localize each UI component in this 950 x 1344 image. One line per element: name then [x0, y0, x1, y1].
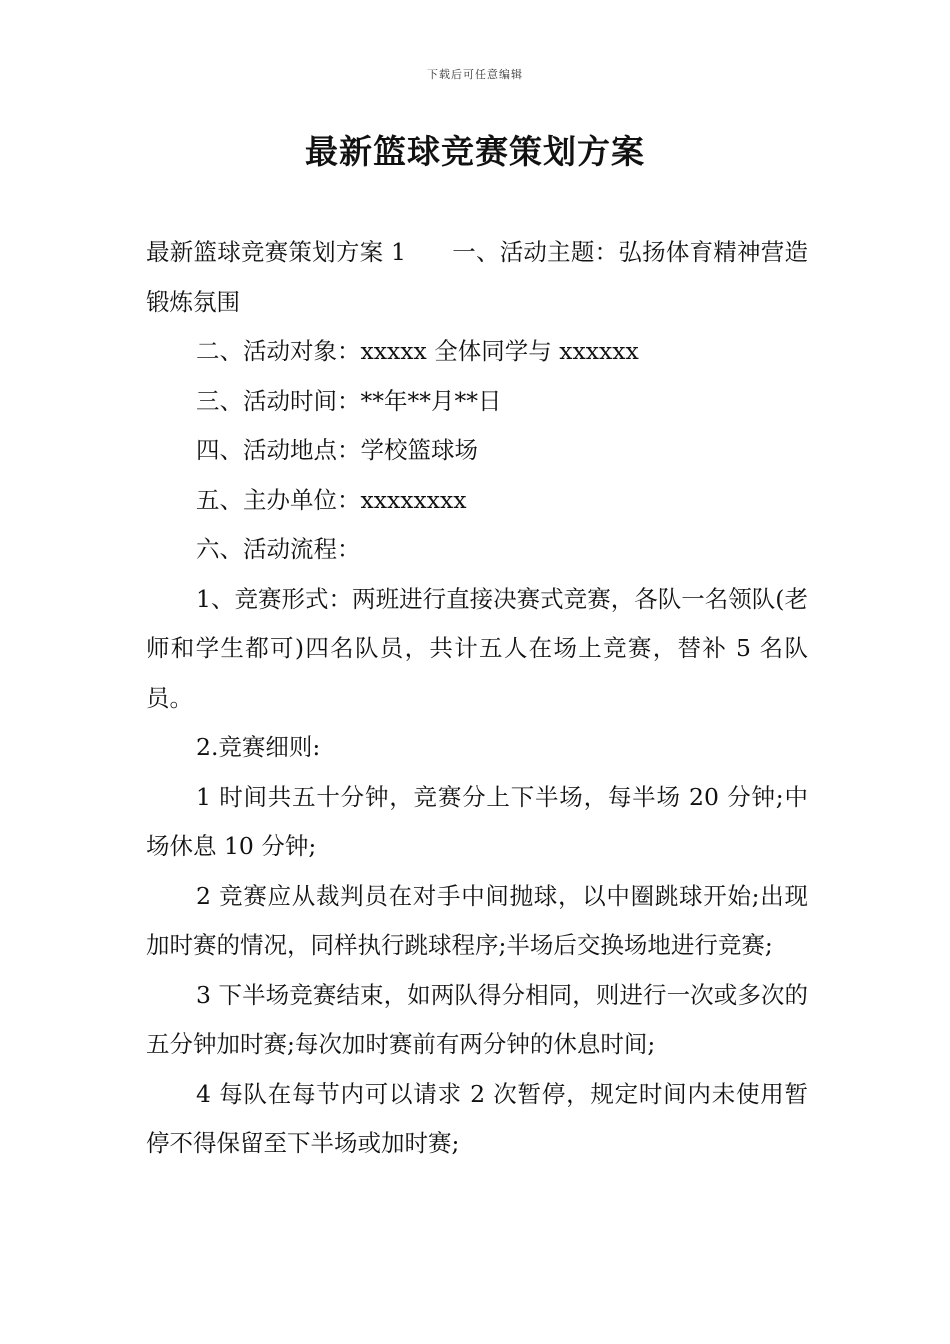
intro-text: 一、活动主题：弘扬体育精神营造锻炼氛围: [146, 238, 809, 316]
intro-paragraph: [146, 228, 808, 327]
paragraph-competition-format: 1、竞赛形式：两班进行直接决赛式竞赛，各队一名领队(老师和学生都可)四名队员，共计五人在场上竞赛，替补 5 名队员。: [146, 584, 808, 712]
document-body: [146, 228, 808, 1169]
document-title: 最新篮球竞赛策划方案: [305, 132, 645, 171]
paragraph-process-heading: 六、活动流程：: [196, 535, 361, 563]
paragraph-rule-3: 3 下半场竞赛结束，如两队得分相同，则进行一次或多次的五分钟加时赛;每次加时赛前有两分钟的休息时间;: [146, 980, 808, 1058]
paragraph-event-time: 三、活动时间：**年**月**日: [196, 386, 502, 415]
paragraph-rule-1: 1 时间共五十分钟，竞赛分上下半场，每半场 20 分钟;中场休息 10 分钟;: [146, 782, 808, 860]
paragraph-organizer: 五、主办单位：xxxxxxxx: [196, 485, 467, 514]
paragraph-rule-2: 2 竞赛应从裁判员在对手中间抛球，以中圈跳球开始;出现加时赛的情况，同样执行跳球程序;半场后交换场地进行竞赛;: [146, 881, 808, 959]
page-header-note: 下载后可任意编辑: [427, 68, 523, 81]
paragraph-rules-heading: 2.竞赛细则:: [196, 733, 321, 761]
paragraph-event-location: 四、活动地点：学校篮球场: [196, 436, 478, 464]
paragraph-rule-4: 4 每队在每节内可以请求 2 次暂停，规定时间内未使用暂停不得保留至下半场或加时赛;: [146, 1079, 808, 1157]
paragraph-target-audience: 二、活动对象：xxxxx 全体同学与 xxxxxx: [196, 337, 639, 365]
intro-label: 最新篮球竞赛策划方案 1: [146, 238, 406, 266]
